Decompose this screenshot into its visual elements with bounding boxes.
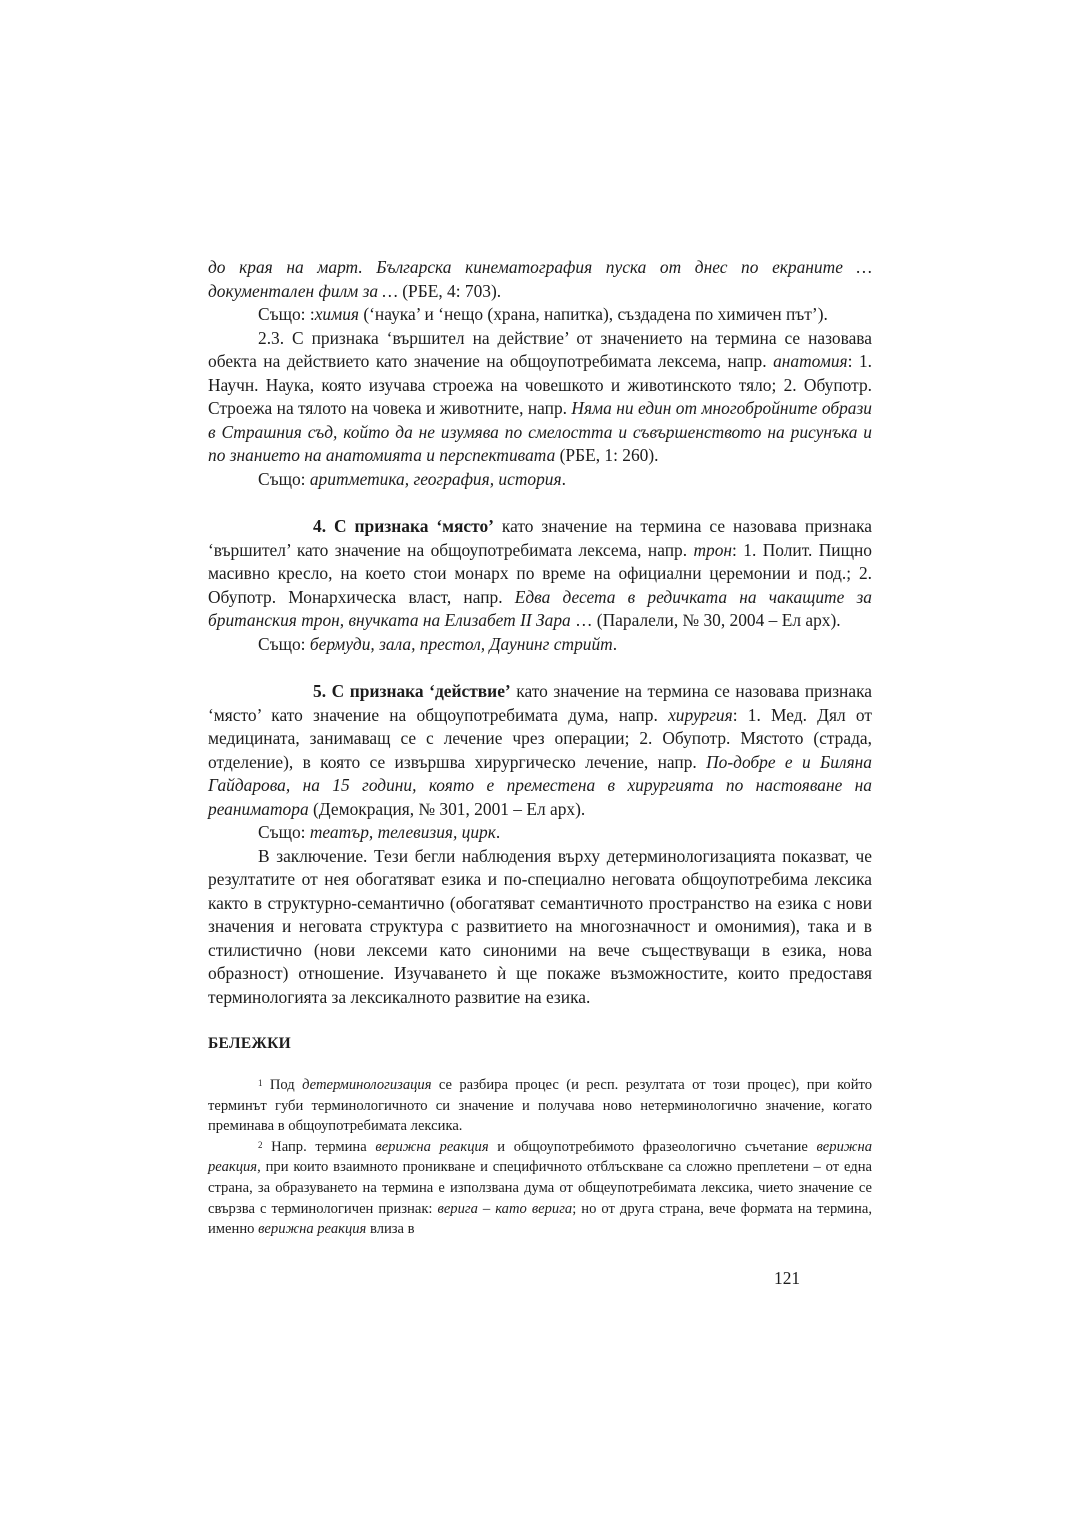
paragraph-2: Също: :химия (‘наука’ и ‘нещо (храна, напитка), създадена по химичен път’). [258,304,828,324]
footnote-1: $^1$ Под детерминологизация се разбира процес (и респ. резултата от този процес), при който терминът губи терминологичното си значение и получава ново нетерминологично значение, когато преминава в общоупотребимата лексика. [208,1077,873,1135]
page-number: 121 [774,1268,801,1288]
paragraph-4: Също: аритметика, география, история. [258,468,566,489]
conclusion-paragraph: В заключение. Тези бегли наблюдения върху детерминологизацията показват, че резултатите от нея обогатяват езика и по-специално неговата общоупотребима лексика както в структурно-семантично (обогатяват семантичното пространство на езика с нови значения и неговата структура с развитието на многозначност и омонимия), така и в стилистично (нови лексеми като синоними на вече съществуващи в езика, нова образност) отношение. Изучаването ѝ ще покаже възможностите, които предоставя терминологията за лексикалното развитие на езика. [208,845,872,1007]
paragraph-8: Също: театър, телевизия, цирк. [258,822,501,842]
paragraph-6: Също: бермуди, зала, престол, Даунинг стрийт. [258,633,618,654]
section-5-heading: 5. С признака ‘действие’ [313,681,511,701]
section-5-paragraph: 5. С признака ‘действие’ като значение на термина се назовава признака ‘място’ като значение на общоупотребимата дума, напр. хирургия: 1. Мед. Дял от медицината, занимаващ се с лечение чрез операции; 2. Обупотр. Мястото (страда, отделение), в която се извършва хирургическо лечение, напр. По-добре е и Биляна Гайдарова, на 15 години, която е преместена в хирургията по настояване на реаниматора (Демокрация, № 301, 2001 – Ел арх). [208,681,872,819]
footnote-2-number: 2 [258,1139,263,1150]
footnotes [208,1075,872,1240]
footnote-1-number: 1 [258,1078,263,1088]
paragraph-1: до края на март. Българска кинематография пуска от днес по екраните … документален филм за … (РБЕ, 4: 703). [208,257,872,301]
section-4-paragraph: 4. С признака ‘място’ като значение на термина се назовава признака ‘вършител’ като значение на общоупотребимата лексема, напр. трон: 1. Полит. Пищно масивно кресло, на което стои монарх по време на официални церемонии и под.; 2. Обупотр. Монархическа власт, напр. Едва десета в редичката на чакащите за британския трон, внучката на Елизабет II Зара … (Паралели, № 30, 2004 – Ел арх). [208,516,873,630]
section-4-heading: 4. С признака ‘място’ [313,516,494,536]
page-body [208,256,872,1240]
footnote-2: $^2$ Напр. термина верижна реакция и общоупотребимото фразеологично съчетание верижна реакция, при които взаимното проникване и специфичното отблъскване са сложно преплетени – от една страна, за образуването на термина е използвана дума от общеупотребимата лексика, чието значение се свързва с терминологичен признак: верига – като верига; но от друга страна, вече формата на термина, именно верижна реакция влиза в [208,1138,872,1238]
notes-heading: БЕЛЕЖКИ [208,1035,291,1052]
paragraph-3: 2.3. С признака ‘вършител на действие’ от значението на термина се назовава обекта на действието като значение на общоупотребимата лексема, напр. анатомия: 1. Научн. Наука, която изучава строежа на човешкото и животинското тяло; 2. Обупотр. Строежа на тялото на човека и животните, напр. Няма ни един от многобройните образи в Страшния съд, който да не изумява по смелостта и съвършенството на рисунъка и по знанието на анатомията и перспективата (РБЕ, 1: 260). [208,327,872,465]
